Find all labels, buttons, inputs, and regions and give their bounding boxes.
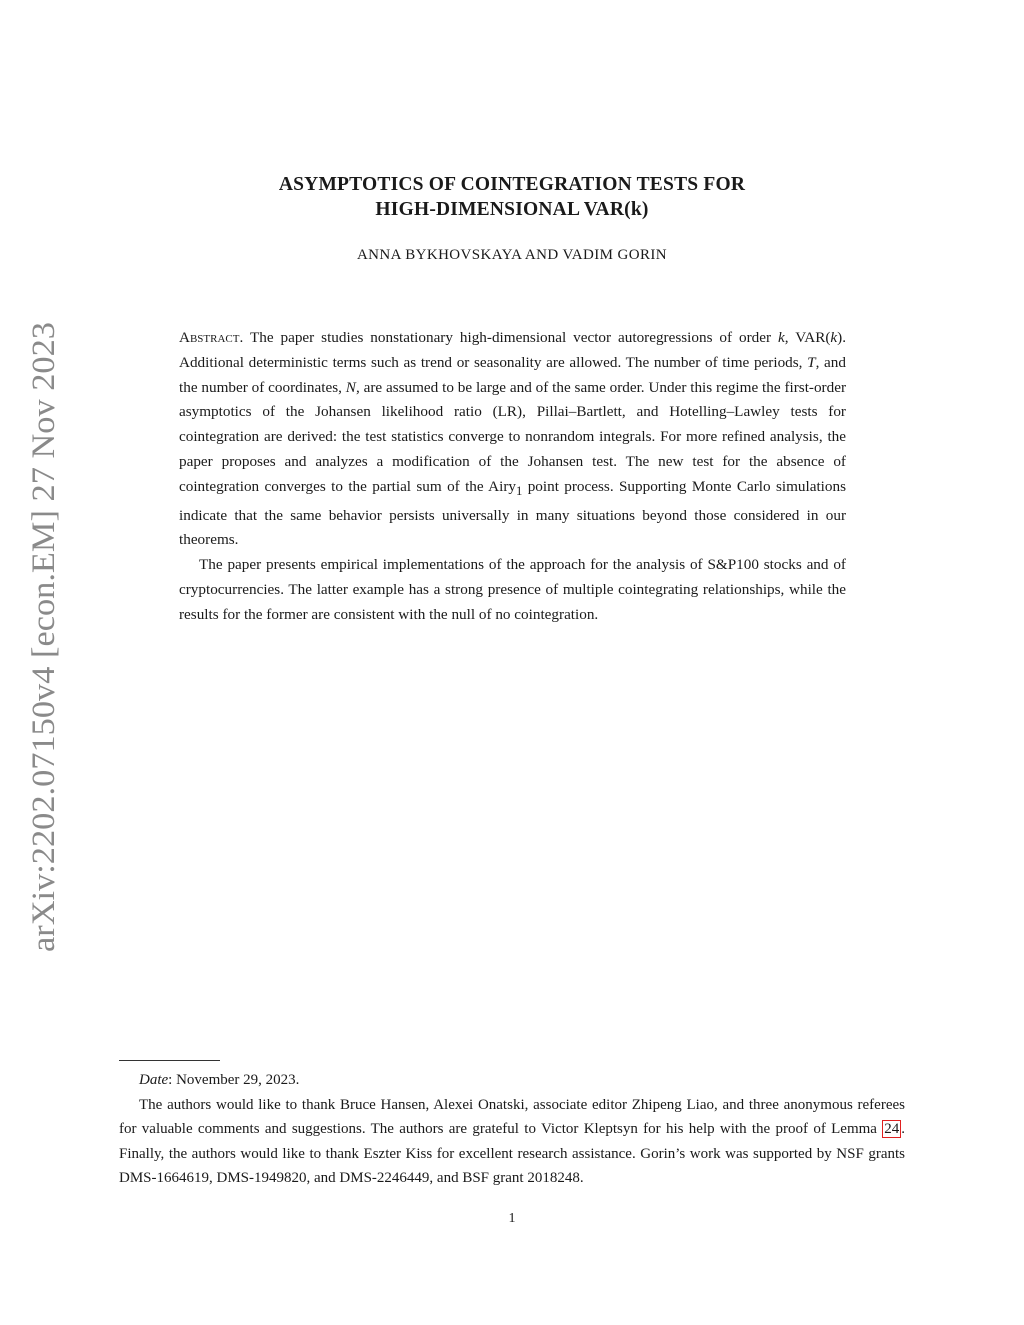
lemma-reference-link[interactable]: 24 [884, 1121, 900, 1137]
title-line-1: ASYMPTOTICS OF COINTEGRATION TESTS FOR [278, 174, 746, 195]
title-line-2: HIGH-DIMENSIONAL VAR(k) [375, 199, 649, 220]
abstract-text-e: , are assumed to be large and of the same order. Under this regime the first-order asymptotics of the Johansen likelihood ratio (LR), Pillai–Bartlett, and Hotelling–Lawley tests for cointegration are derived: the test statistics converge to nonrandom integrals. For more refined analysis, the paper proposes and analyzes a modification of the Johansen test. The new test for the absence of cointegration converges to the partial sum of the Airy [179, 378, 847, 495]
math-k: k [778, 329, 785, 346]
abstract-paragraph-2: The paper presents empirical implementations of the approach for the analysis of S&P100 stocks and of cryptocurrencies. The latter example has a strong presence of multiple cointegrating relationships, while the results for the former are consistent with the null of no cointegration. [179, 556, 846, 623]
math-t: T [807, 353, 816, 371]
abstract-text-a: The paper studies nonstationary high-dimensional vector autoregressions of order [243, 329, 779, 346]
abstract-text-d: , and the number of coordinates, [179, 353, 846, 396]
footnotes [119, 1068, 905, 1191]
author-list: ANNA BYKHOVSKAYA AND VADIM GORIN [356, 247, 668, 263]
footnote-date [119, 1068, 905, 1093]
page-number: 1 [508, 1211, 516, 1226]
airy-subscript: 1 [516, 483, 523, 498]
date-label: Date [139, 1072, 169, 1088]
arxiv-stamp-svg [12, 320, 72, 960]
arxiv-stamp-text: arXiv:2202.07150v4 [econ.EM] 27 Nov 2023 [26, 347, 62, 952]
abstract [179, 326, 846, 628]
ack-text-b: . Finally, the authors would like to thank Eszter Kiss for excellent research assistance. Gorin’s work was supported by NSF grants DMS-1664619, DMS-1949820, and DMS-2246449, and BSF grant 2018248. [119, 1121, 905, 1186]
abstract-text-b: , VAR( [784, 329, 831, 346]
date-value: : November 29, 2023. [168, 1072, 300, 1088]
footnote-acknowledgements [119, 1093, 905, 1191]
math-n: N [345, 378, 356, 396]
abstract-paragraph-1 [179, 326, 846, 553]
footnote-rule [119, 1060, 220, 1061]
abstract-text-f: point process. Supporting Monte Carlo simulations indicate that the same behavior persists universally in many situations beyond those considered in our theorems. [179, 477, 846, 549]
abstract-text-c: ). Additional deterministic terms such as trend or seasonality are allowed. The number of time periods, [179, 329, 847, 371]
abstract-label: Abstract. [179, 329, 244, 346]
paper-title [0, 172, 1024, 222]
math-k-2: k [830, 329, 838, 346]
arxiv-sidebar-stamp [12, 320, 72, 960]
ack-text-a: The authors would like to thank Bruce Hansen, Alexei Onatski, associate editor Zhipeng Liao, and three anonymous referees for valuable comments and suggestions. The authors are grateful to Victor Kleptsyn for his help with the proof of Lemma [119, 1096, 905, 1137]
